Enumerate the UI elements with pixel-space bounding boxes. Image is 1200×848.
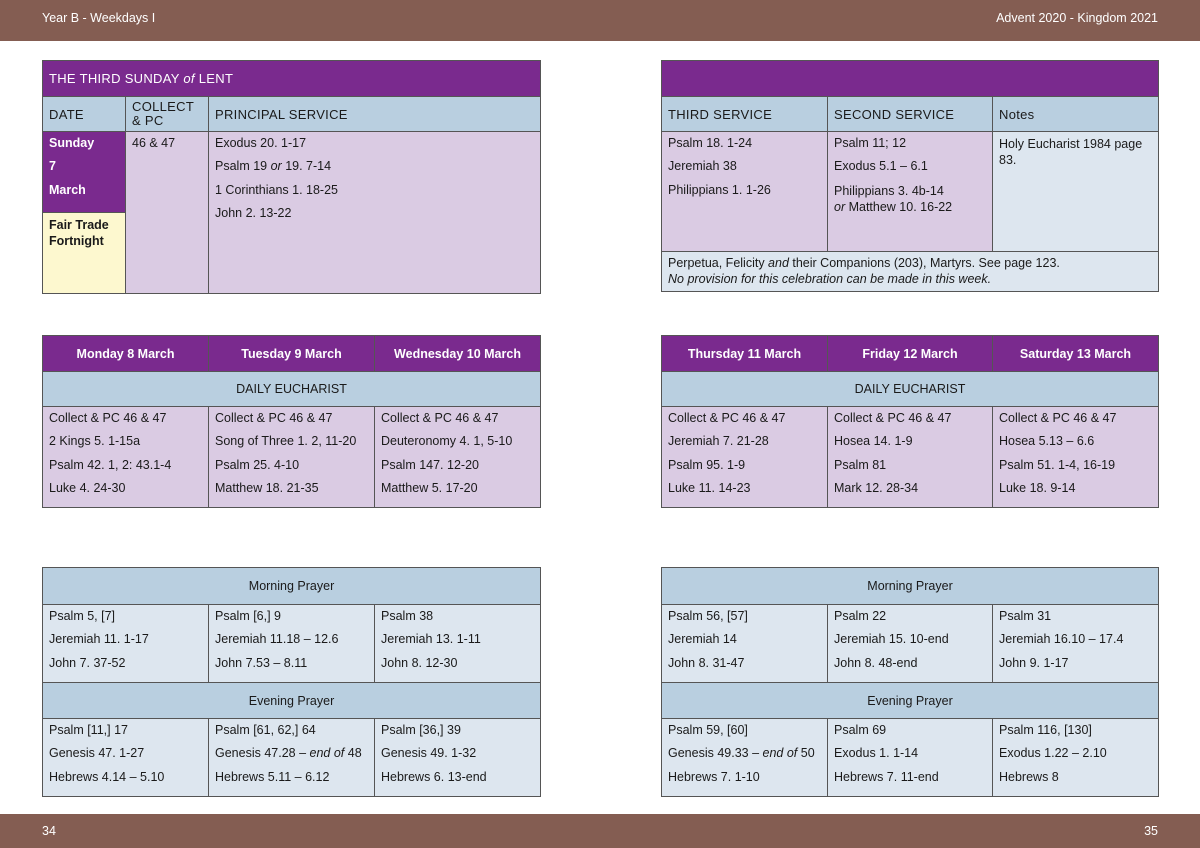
principal-psalm: Psalm 19 or 19. 7-14	[215, 159, 332, 174]
eucharist-readings-tuesday: Collect & PC 46 & 47 Song of Three 1. 2, 11-20 Psalm 25. 4-10 Matthew 18. 21-35	[209, 407, 375, 508]
day-header-thursday: Thursday 11 March	[662, 336, 828, 372]
sunday-title: THE THIRD SUNDAY of LENT	[43, 61, 541, 97]
morning-prayer-label: Morning Prayer	[43, 568, 541, 605]
evening-readings-monday: Psalm [11,] 17 Genesis 47. 1-27 Hebrews 4.14 – 5.10	[43, 719, 209, 797]
daily-eucharist-label: DAILY EUCHARIST	[43, 372, 541, 407]
evening-readings-thursday: Psalm 59, [60] Genesis 49.33 – end of 50 Hebrews 7. 1-10	[662, 719, 828, 797]
morning-readings-tuesday: Psalm [6,] 9 Jeremiah 11.18 – 12.6 John 7.53 – 8.11	[209, 605, 375, 683]
header-band	[0, 0, 1200, 41]
principal-service-readings: Exodus 20. 1-17 Psalm 19 or 19. 7-14 1 Corinthians 1. 18-25 John 2. 13-22	[209, 132, 541, 294]
sunday-collect: 46 & 47	[126, 132, 209, 294]
eucharist-table-left	[42, 335, 541, 508]
eucharist-readings-thursday: Collect & PC 46 & 47 Jeremiah 7. 21-28 Psalm 95. 1-9 Luke 11. 14-23	[662, 407, 828, 508]
eucharist-readings-saturday: Collect & PC 46 & 47 Hosea 5.13 – 6.6 Psalm 51. 1-4, 16-19 Luke 18. 9-14	[993, 407, 1159, 508]
morning-readings-monday: Psalm 5, [7] Jeremiah 11. 1-17 John 7. 37-52	[43, 605, 209, 683]
header-left: Year B - Weekdays I	[42, 11, 156, 25]
sunday-date: Sunday 7 March	[43, 132, 126, 213]
morning-readings-wednesday: Psalm 38 Jeremiah 13. 1-11 John 8. 12-30	[375, 605, 541, 683]
office-table-right	[661, 567, 1159, 797]
evening-prayer-label: Evening Prayer	[43, 683, 541, 719]
day-header-tuesday: Tuesday 9 March	[209, 336, 375, 372]
evening-readings-tuesday: Psalm [61, 62,] 64 Genesis 47.28 – end of 48 Hebrews 5.11 – 6.12	[209, 719, 375, 797]
commemoration-text: Perpetua, Felicity and their Companions (203), Martyrs. See page 123.	[668, 256, 1060, 270]
evening-readings-wednesday: Psalm [36,] 39 Genesis 49. 1-32 Hebrews 6. 13-end	[375, 719, 541, 797]
date-header: DATE	[43, 97, 126, 132]
eucharist-readings-friday: Collect & PC 46 & 47 Hosea 14. 1-9 Psalm 81 Mark 12. 28-34	[828, 407, 993, 508]
notes-header: Notes	[993, 97, 1159, 132]
page-number-right: 35	[1144, 824, 1158, 838]
notes-cell: Holy Eucharist 1984 page 83.	[993, 132, 1159, 252]
eucharist-readings-monday: Collect & PC 46 & 47 2 Kings 5. 1-15a Psalm 42. 1, 2: 43.1-4 Luke 4. 24-30	[43, 407, 209, 508]
commemoration-note: Perpetua, Felicity and their Companions (203), Martyrs. See page 123. No provision for this celebration can be made in this week.	[662, 252, 1159, 292]
sunday-services-title-bar	[662, 61, 1159, 97]
eucharist-readings-wednesday: Collect & PC 46 & 47 Deuteronomy 4. 1, 5-10 Psalm 147. 12-20 Matthew 5. 17-20	[375, 407, 541, 508]
third-service-readings: Psalm 18. 1-24 Jeremiah 38 Philippians 1. 1-26	[662, 132, 828, 252]
third-service-header: THIRD SERVICE	[662, 97, 828, 132]
page-number-left: 34	[42, 824, 56, 838]
sunday-table	[42, 60, 541, 294]
header-right: Advent 2020 - Kingdom 2021	[996, 11, 1158, 25]
daily-eucharist-label: DAILY EUCHARIST	[662, 372, 1159, 407]
morning-readings-thursday: Psalm 56, [57] Jeremiah 14 John 8. 31-47	[662, 605, 828, 683]
evening-prayer-label: Evening Prayer	[662, 683, 1159, 719]
second-service-alt: or Matthew 10. 16-22	[834, 199, 953, 214]
morning-readings-friday: Psalm 22 Jeremiah 15. 10-end John 8. 48-end	[828, 605, 993, 683]
day-header-wednesday: Wednesday 10 March	[375, 336, 541, 372]
eucharist-table-right	[661, 335, 1159, 508]
office-table-left	[42, 567, 541, 797]
sunday-services-table	[661, 60, 1159, 292]
evening-readings-saturday: Psalm 116, [130] Exodus 1.22 – 2.10 Hebrews 8	[993, 719, 1159, 797]
collect-header: COLLECT & PC	[126, 97, 209, 132]
morning-prayer-label: Morning Prayer	[662, 568, 1159, 605]
footer-band	[0, 814, 1200, 848]
principal-service-header: PRINCIPAL SERVICE	[209, 97, 541, 132]
second-service-header: SECOND SERVICE	[828, 97, 993, 132]
evening-readings-friday: Psalm 69 Exodus 1. 1-14 Hebrews 7. 11-end	[828, 719, 993, 797]
day-header-monday: Monday 8 March	[43, 336, 209, 372]
second-service-readings: Psalm 11; 12 Exodus 5.1 – 6.1 Philippians 3. 4b-14 or Matthew 10. 16-22	[828, 132, 993, 252]
fair-trade-note: Fair Trade Fortnight	[43, 213, 126, 294]
morning-readings-saturday: Psalm 31 Jeremiah 16.10 – 17.4 John 9. 1-17	[993, 605, 1159, 683]
day-header-saturday: Saturday 13 March	[993, 336, 1159, 372]
day-header-friday: Friday 12 March	[828, 336, 993, 372]
